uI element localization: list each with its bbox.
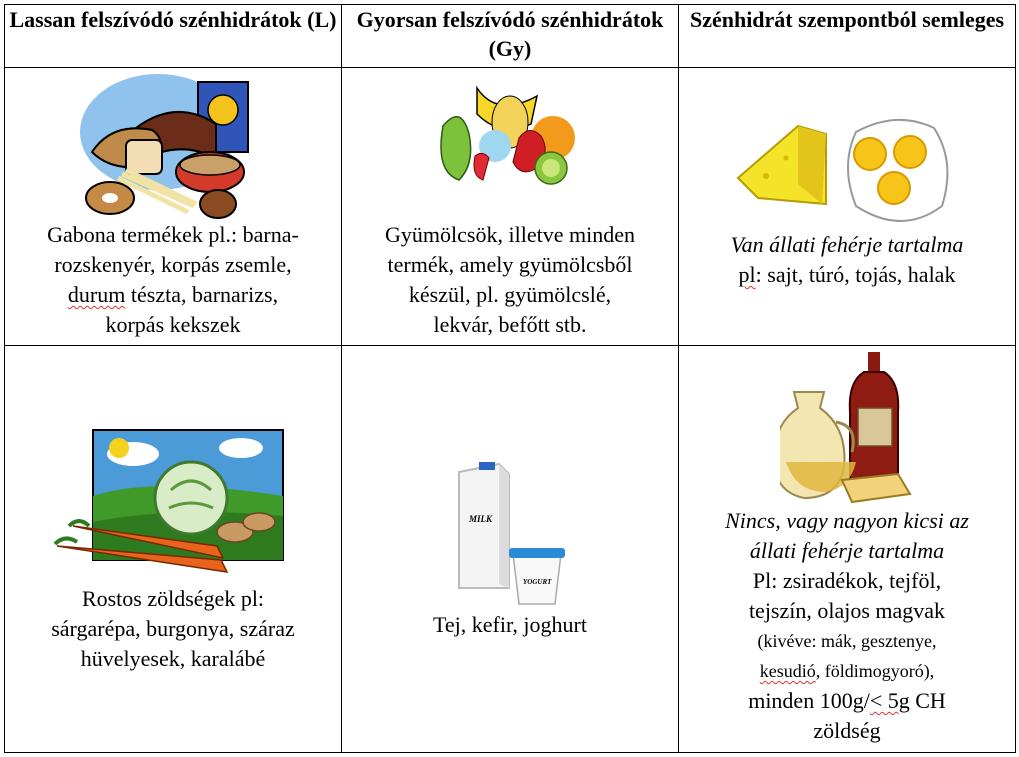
slow-grains-text: Gabona termékek pl.: barna- rozskenyér, korpás zsemle, durum tészta, barnarizs, korpás kekszek: [47, 222, 299, 338]
cell-slow-vegetables: [5, 345, 342, 752]
cell-fast-dairy: [342, 345, 679, 752]
carbohydrate-table: [4, 4, 1016, 753]
fast-fruits-text: Gyümölcsök, illetve minden termék, amely gyümölcsből készül, pl. gyümölcslé, lekvár, befőtt stb.: [385, 222, 635, 338]
vegetables-field-icon: [5, 426, 341, 581]
cheese-egg-icon: [679, 118, 1015, 230]
header-neutral: Szénhidrát szempontból semleges: [679, 5, 1016, 68]
fast-dairy-text: Tej, kefir, joghurt: [433, 611, 587, 637]
header-slow: Lassan felszívódó szénhidrátok (L): [5, 5, 342, 68]
cell-slow-grains: [5, 68, 342, 346]
slow-vegetables-text: Rostos zöldségek pl: sárgarépa, burgonya, száraz hüvelyesek, karalábé: [51, 585, 295, 671]
header-fast: Gyorsan felszívódó szénhidrátok (Gy): [342, 5, 679, 68]
oil-butter-icon: [679, 352, 1015, 504]
svg-text:YOGURT: YOGURT: [523, 577, 552, 586]
milk-yogurt-icon: [342, 462, 678, 606]
neutral-protein-text: Van állati fehérje tartalma pl: sajt, túró, tojás, halak: [730, 232, 964, 288]
grain-products-icon: [5, 70, 341, 222]
cell-neutral-fats: [679, 345, 1016, 752]
svg-text:MILK: MILK: [469, 513, 493, 524]
cell-fast-fruits: [342, 68, 679, 346]
neutral-fats-text: Nincs, vagy nagyon kicsi az állati fehérje tartalma Pl: zsiradékok, tejföl, tejszín, olajos magvak (kivéve: mák, gesztenye, kesudió, földimogyoró), minden 100g/< 5g CH zöldség: [725, 507, 969, 743]
cell-neutral-protein: [679, 68, 1016, 346]
fruit-bowl-icon: [342, 82, 678, 192]
